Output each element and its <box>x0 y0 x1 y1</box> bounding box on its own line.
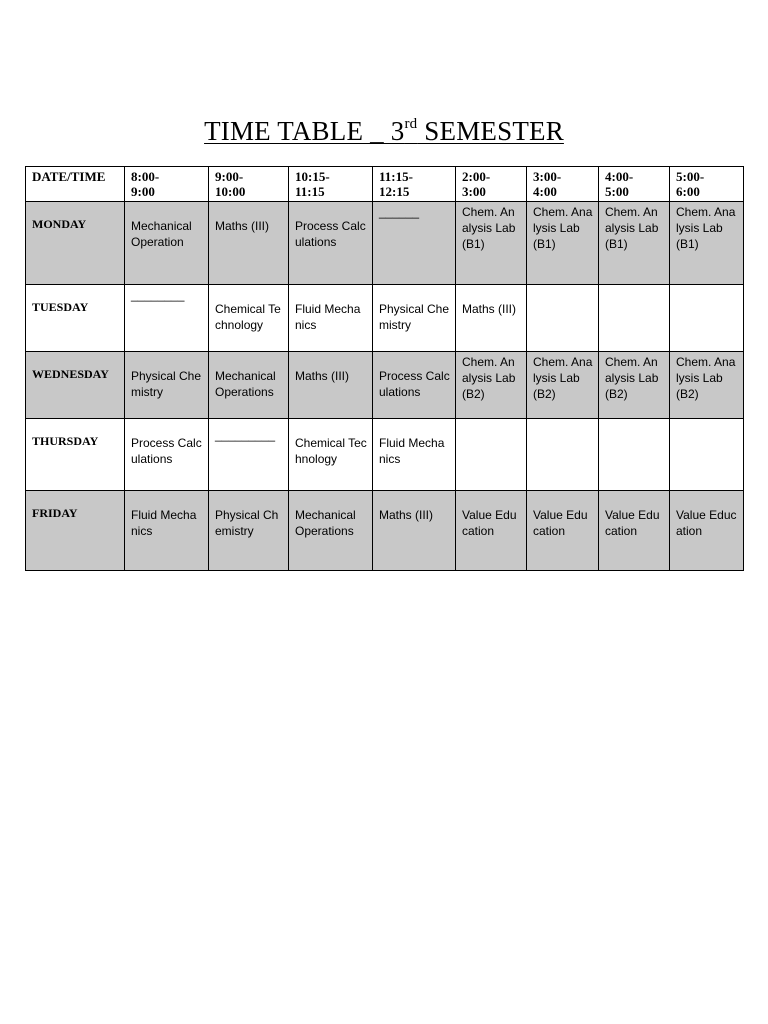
cell: Chem. Analysis Lab (B1) <box>670 202 744 285</box>
row-monday <box>26 202 744 285</box>
header-slot: 3:00- 4:00 <box>527 167 599 202</box>
cell: Mechanical Operations <box>289 491 373 571</box>
cell-empty <box>599 285 670 352</box>
header-slot: 10:15- 11:15 <box>289 167 373 202</box>
cell: Value Education <box>599 491 670 571</box>
header-slot: 2:00- 3:00 <box>456 167 527 202</box>
cell-blank: ________ <box>125 285 209 352</box>
header-slot: 5:00- 6:00 <box>670 167 744 202</box>
cell: Value Education <box>456 491 527 571</box>
cell-empty <box>456 419 527 491</box>
timetable <box>25 166 744 571</box>
day-label: THURSDAY <box>26 419 125 491</box>
header-slot: 11:15- 12:15 <box>373 167 456 202</box>
cell: Chemical Technology <box>289 419 373 491</box>
header-slot: 9:00- 10:00 <box>209 167 289 202</box>
cell: Chem. Analysis Lab (B2) <box>456 352 527 419</box>
cell: Process Calculations <box>373 352 456 419</box>
cell: Chem. Analysis Lab (B1) <box>527 202 599 285</box>
row-friday <box>26 491 744 571</box>
title-prefix: TIME TABLE _ 3 <box>204 116 405 146</box>
day-label: TUESDAY <box>26 285 125 352</box>
row-wednesday <box>26 352 744 419</box>
header-corner: DATE/TIME <box>26 167 125 202</box>
cell-empty <box>670 285 744 352</box>
cell: Physical Chemistry <box>373 285 456 352</box>
title-superscript: rd <box>404 116 418 132</box>
cell: Process Calculations <box>125 419 209 491</box>
cell: Physical Chemistry <box>209 491 289 571</box>
day-label: FRIDAY <box>26 491 125 571</box>
header-slot: 4:00- 5:00 <box>599 167 670 202</box>
cell: Chemical Technology <box>209 285 289 352</box>
day-label: WEDNESDAY <box>26 352 125 419</box>
cell: Chem. Analysis Lab (B2) <box>670 352 744 419</box>
cell-blank: ______ <box>373 202 456 285</box>
cell: Fluid Mechanics <box>289 285 373 352</box>
cell-empty <box>599 419 670 491</box>
cell: Fluid Mechanics <box>125 491 209 571</box>
cell: Maths (III) <box>373 491 456 571</box>
cell: Maths (III) <box>209 202 289 285</box>
title-suffix: SEMESTER <box>417 116 564 146</box>
cell: Chem. Analysis Lab (B2) <box>527 352 599 419</box>
header-slot: 8:00- 9:00 <box>125 167 209 202</box>
cell: Value Education <box>670 491 744 571</box>
row-thursday <box>26 419 744 491</box>
cell-empty <box>527 419 599 491</box>
cell: Mechanical Operations <box>209 352 289 419</box>
cell: Mechanical Operation <box>125 202 209 285</box>
cell: Chem. Analysis Lab (B1) <box>599 202 670 285</box>
cell-empty <box>527 285 599 352</box>
cell: Chem. Analysis Lab (B1) <box>456 202 527 285</box>
cell: Process Calculations <box>289 202 373 285</box>
day-label: MONDAY <box>26 202 125 285</box>
cell: Value Education <box>527 491 599 571</box>
cell: Maths (III) <box>289 352 373 419</box>
cell: Physical Chemistry <box>125 352 209 419</box>
row-tuesday <box>26 285 744 352</box>
page-title <box>0 116 768 147</box>
cell-empty <box>670 419 744 491</box>
cell-blank: _________ <box>209 419 289 491</box>
header-row <box>26 167 744 202</box>
cell: Fluid Mechanics <box>373 419 456 491</box>
cell: Maths (III) <box>456 285 527 352</box>
cell: Chem. Analysis Lab (B2) <box>599 352 670 419</box>
